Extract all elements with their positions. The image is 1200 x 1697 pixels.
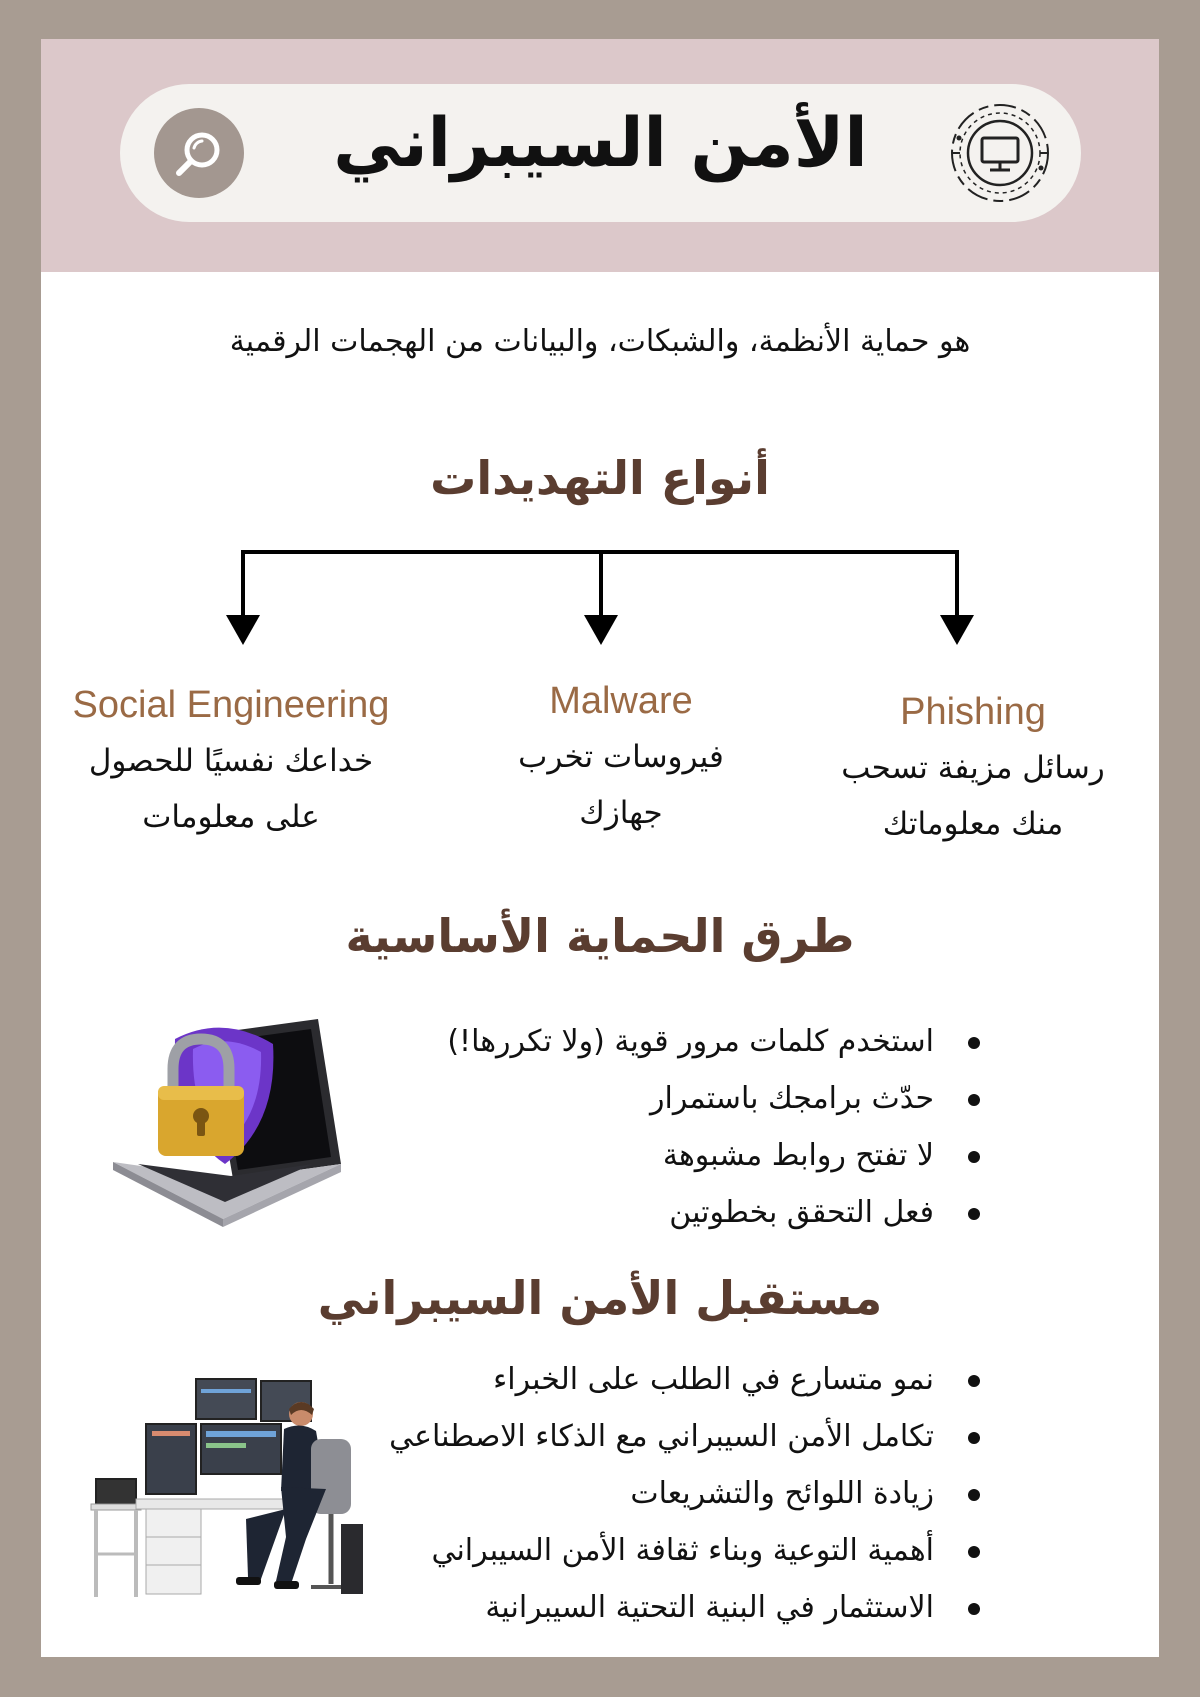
infographic-card	[41, 39, 1159, 1657]
threat-desc-line: فيروسات تخرب	[518, 739, 724, 775]
threat-desc-line: رسائل مزيفة تسحب	[841, 750, 1105, 786]
list-item: حدّث برامجك باستمرار	[447, 1070, 984, 1127]
threat-name: Social Engineering	[72, 684, 390, 726]
list-item: نمو متسارع في الطلب على الخبراء	[389, 1351, 984, 1408]
threat-name: Phishing	[900, 691, 1046, 733]
list-item: الاستثمار في البنية التحتية السيبرانية	[389, 1579, 984, 1636]
list-item: لا تفتح روابط مشبوهة	[447, 1127, 984, 1184]
list-item: استخدم كلمات مرور قوية (ولا تكررها!)	[447, 1013, 984, 1070]
analyst-workstation-icon	[86, 1369, 366, 1619]
laptop-padlock-shield-icon	[113, 1014, 343, 1234]
threat-malware	[451, 680, 791, 841]
threat-social-engineering	[51, 684, 411, 845]
threats-heading: أنواع التهديدات	[430, 451, 770, 505]
protection-list	[447, 1013, 984, 1241]
threat-desc-line: خداعك نفسيًا للحصول	[88, 743, 374, 779]
list-item: زيادة اللوائح والتشريعات	[389, 1465, 984, 1522]
threat-tree-arrows	[41, 39, 1159, 659]
future-heading: مستقبل الأمن السيبراني	[317, 1271, 883, 1325]
future-list	[389, 1351, 984, 1636]
protection-heading: طرق الحماية الأساسية	[345, 909, 855, 963]
page-title: الأمن السيبراني	[333, 104, 868, 183]
list-item: أهمية التوعية وبناء ثقافة الأمن السيبراني	[389, 1522, 984, 1579]
list-item: فعل التحقق بخطوتين	[447, 1184, 984, 1241]
threat-desc-line: منك معلوماتك	[882, 806, 1064, 842]
list-item: تكامل الأمن السيبراني مع الذكاء الاصطناعي	[389, 1408, 984, 1465]
threat-desc-line: على معلومات	[142, 799, 320, 835]
threat-phishing	[803, 691, 1143, 852]
threat-desc-line: جهازك	[579, 795, 663, 831]
threat-name: Malware	[549, 680, 693, 722]
intro-text: هو حماية الأنظمة، والشبكات، والبيانات من الهجمات الرقمية	[229, 324, 971, 359]
